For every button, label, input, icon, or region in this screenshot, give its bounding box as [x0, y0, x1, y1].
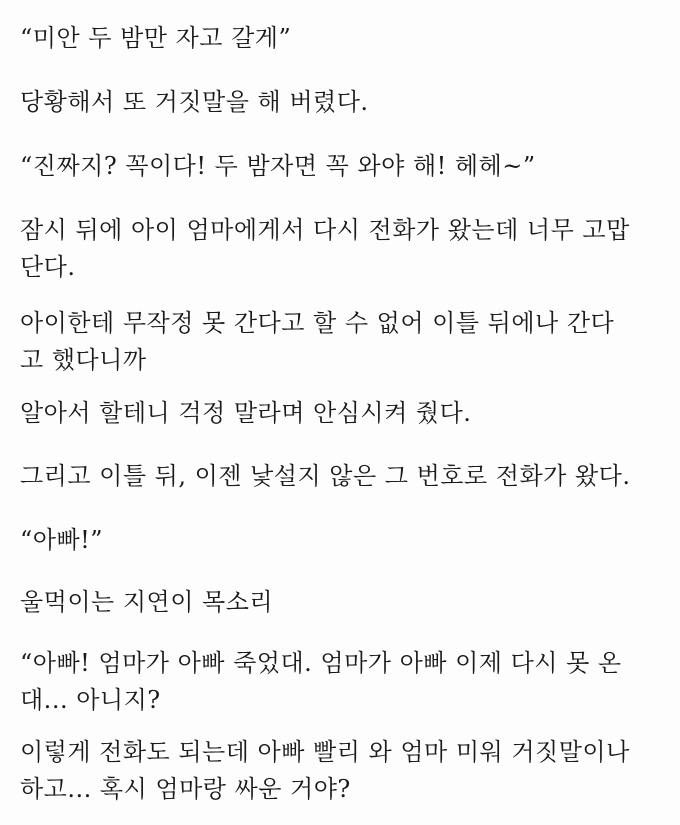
- text-line: “아빠!”: [20, 526, 104, 554]
- paragraph-dialogue-apology: [20, 20, 665, 57]
- text-line: 그리고 이틀 뒤, 이젠 낯설지 않은 그 번호로 전화가 왔다.: [20, 462, 631, 490]
- paragraph-reassure: [20, 395, 665, 432]
- text-line: 고 했다니까: [20, 346, 147, 374]
- text-line: 울먹이는 지연이 목소리: [20, 588, 274, 616]
- paragraph-mother-call: [20, 212, 665, 286]
- text-line: “진짜지? 꼭이다! 두 밤자면 꼭 와야 해! 헤헤~”: [20, 152, 536, 180]
- text-line: 알아서 할테니 걱정 말라며 안심시켜 줬다.: [20, 399, 472, 427]
- text-line: “아빠! 엄마가 아빠 죽었대. 엄마가 아빠 이제 다시 못 온: [20, 649, 622, 677]
- paragraph-dialogue-fight: [20, 734, 665, 808]
- paragraph-dialogue-dead: [20, 645, 665, 719]
- paragraph-call-came: [20, 458, 665, 495]
- text-line: 당황해서 또 거짓말을 해 버렸다.: [20, 88, 369, 116]
- paragraph-crying-voice: [20, 584, 665, 621]
- text-line: “미안 두 밤만 자고 갈게”: [20, 24, 292, 52]
- paragraph-dialogue-promise: [20, 148, 665, 185]
- text-line: 하고... 혹시 엄마랑 싸운 거야?: [20, 775, 351, 803]
- paragraph-two-days: [20, 305, 665, 379]
- paragraph-lie: [20, 84, 665, 121]
- text-line: 이렇게 전화도 되는데 아빠 빨리 와 엄마 미워 거짓말이나: [20, 738, 630, 766]
- paragraph-dialogue-dad: [20, 522, 665, 559]
- text-line: 잠시 뒤에 아이 엄마에게서 다시 전화가 왔는데 너무 고맙: [20, 216, 630, 244]
- text-line: 아이한테 무작정 못 간다고 할 수 없어 이틀 뒤에나 간다: [20, 309, 615, 337]
- text-line: 단다.: [20, 253, 76, 281]
- text-line: 대... 아니지?: [20, 686, 161, 714]
